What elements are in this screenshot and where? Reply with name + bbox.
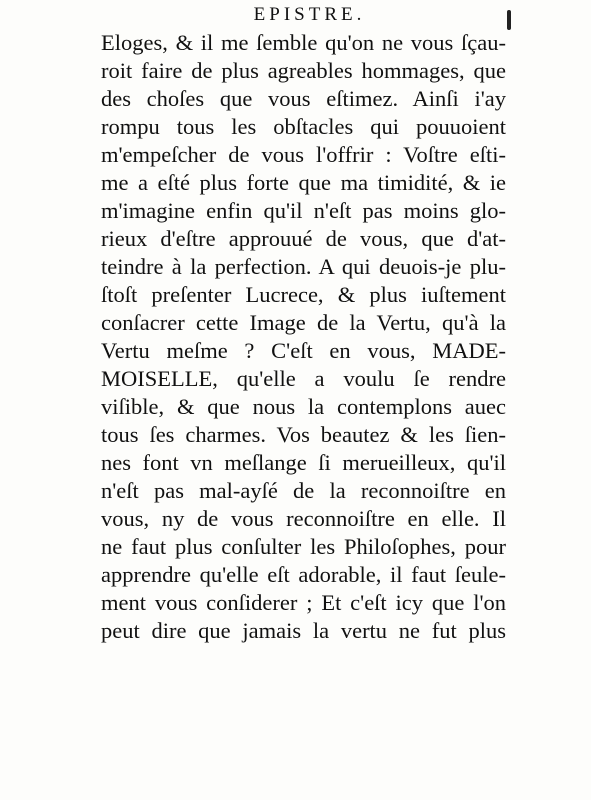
text-line: vous, ny de vous reconnoiſtre en elle. Il (101, 506, 506, 531)
text-line: MOISELLE, qu'elle a voulu ſe rendre (101, 366, 506, 391)
running-title: EPISTRE. (253, 4, 366, 25)
text-line: ne faut plus conſulter les Philoſophes, pour (101, 534, 506, 559)
text-line: Eloges, & il me ſemble qu'on ne vous ſçau- (101, 30, 506, 55)
text-line: rompu tous les obſtacles qui pouuoient (101, 114, 506, 139)
text-line: ſtoſt preſenter Lucrece, & plus iuſtement (101, 282, 506, 307)
text-line: teindre à la perfection. A qui deuois-je plu- (101, 254, 506, 279)
text-line: m'empeſcher de vous l'offrir : Voſtre eſti- (101, 142, 506, 167)
text-line: apprendre qu'elle eſt adorable, il faut ſeule- (101, 562, 506, 587)
text-line: conſacrer cette Image de la Vertu, qu'à la (101, 310, 506, 335)
text-line: Vertu meſme ? C'eſt en vous, MADE- (101, 338, 506, 363)
text-line: nes font vn meſlange ſi merueilleux, qu'il (101, 450, 506, 475)
text-line: tous ſes charmes. Vos beautez & les ſien- (101, 422, 506, 447)
page-edge-mark (507, 10, 511, 30)
text-line: me a eſté plus forte que ma timidité, & ie (101, 170, 506, 195)
text-line: roit faire de plus agreables hommages, que (101, 58, 506, 83)
text-line: viſible, & que nous la contemplons auec (101, 394, 506, 419)
text-line: m'imagine enfin qu'il n'eſt pas moins glo- (101, 198, 506, 223)
text-line: n'eſt pas mal-ayſé de la reconnoiſtre en (101, 478, 506, 503)
epistle-body-text (101, 29, 506, 645)
text-line: rieux d'eſtre approuué de vous, que d'at- (101, 226, 506, 251)
text-line: peut dire que jamais la vertu ne fut plus (101, 618, 506, 643)
text-line: ment vous conſiderer ; Et c'eſt icy que l'on (101, 590, 506, 615)
text-line: des choſes que vous eſtimez. Ainſi i'ay (101, 86, 506, 111)
